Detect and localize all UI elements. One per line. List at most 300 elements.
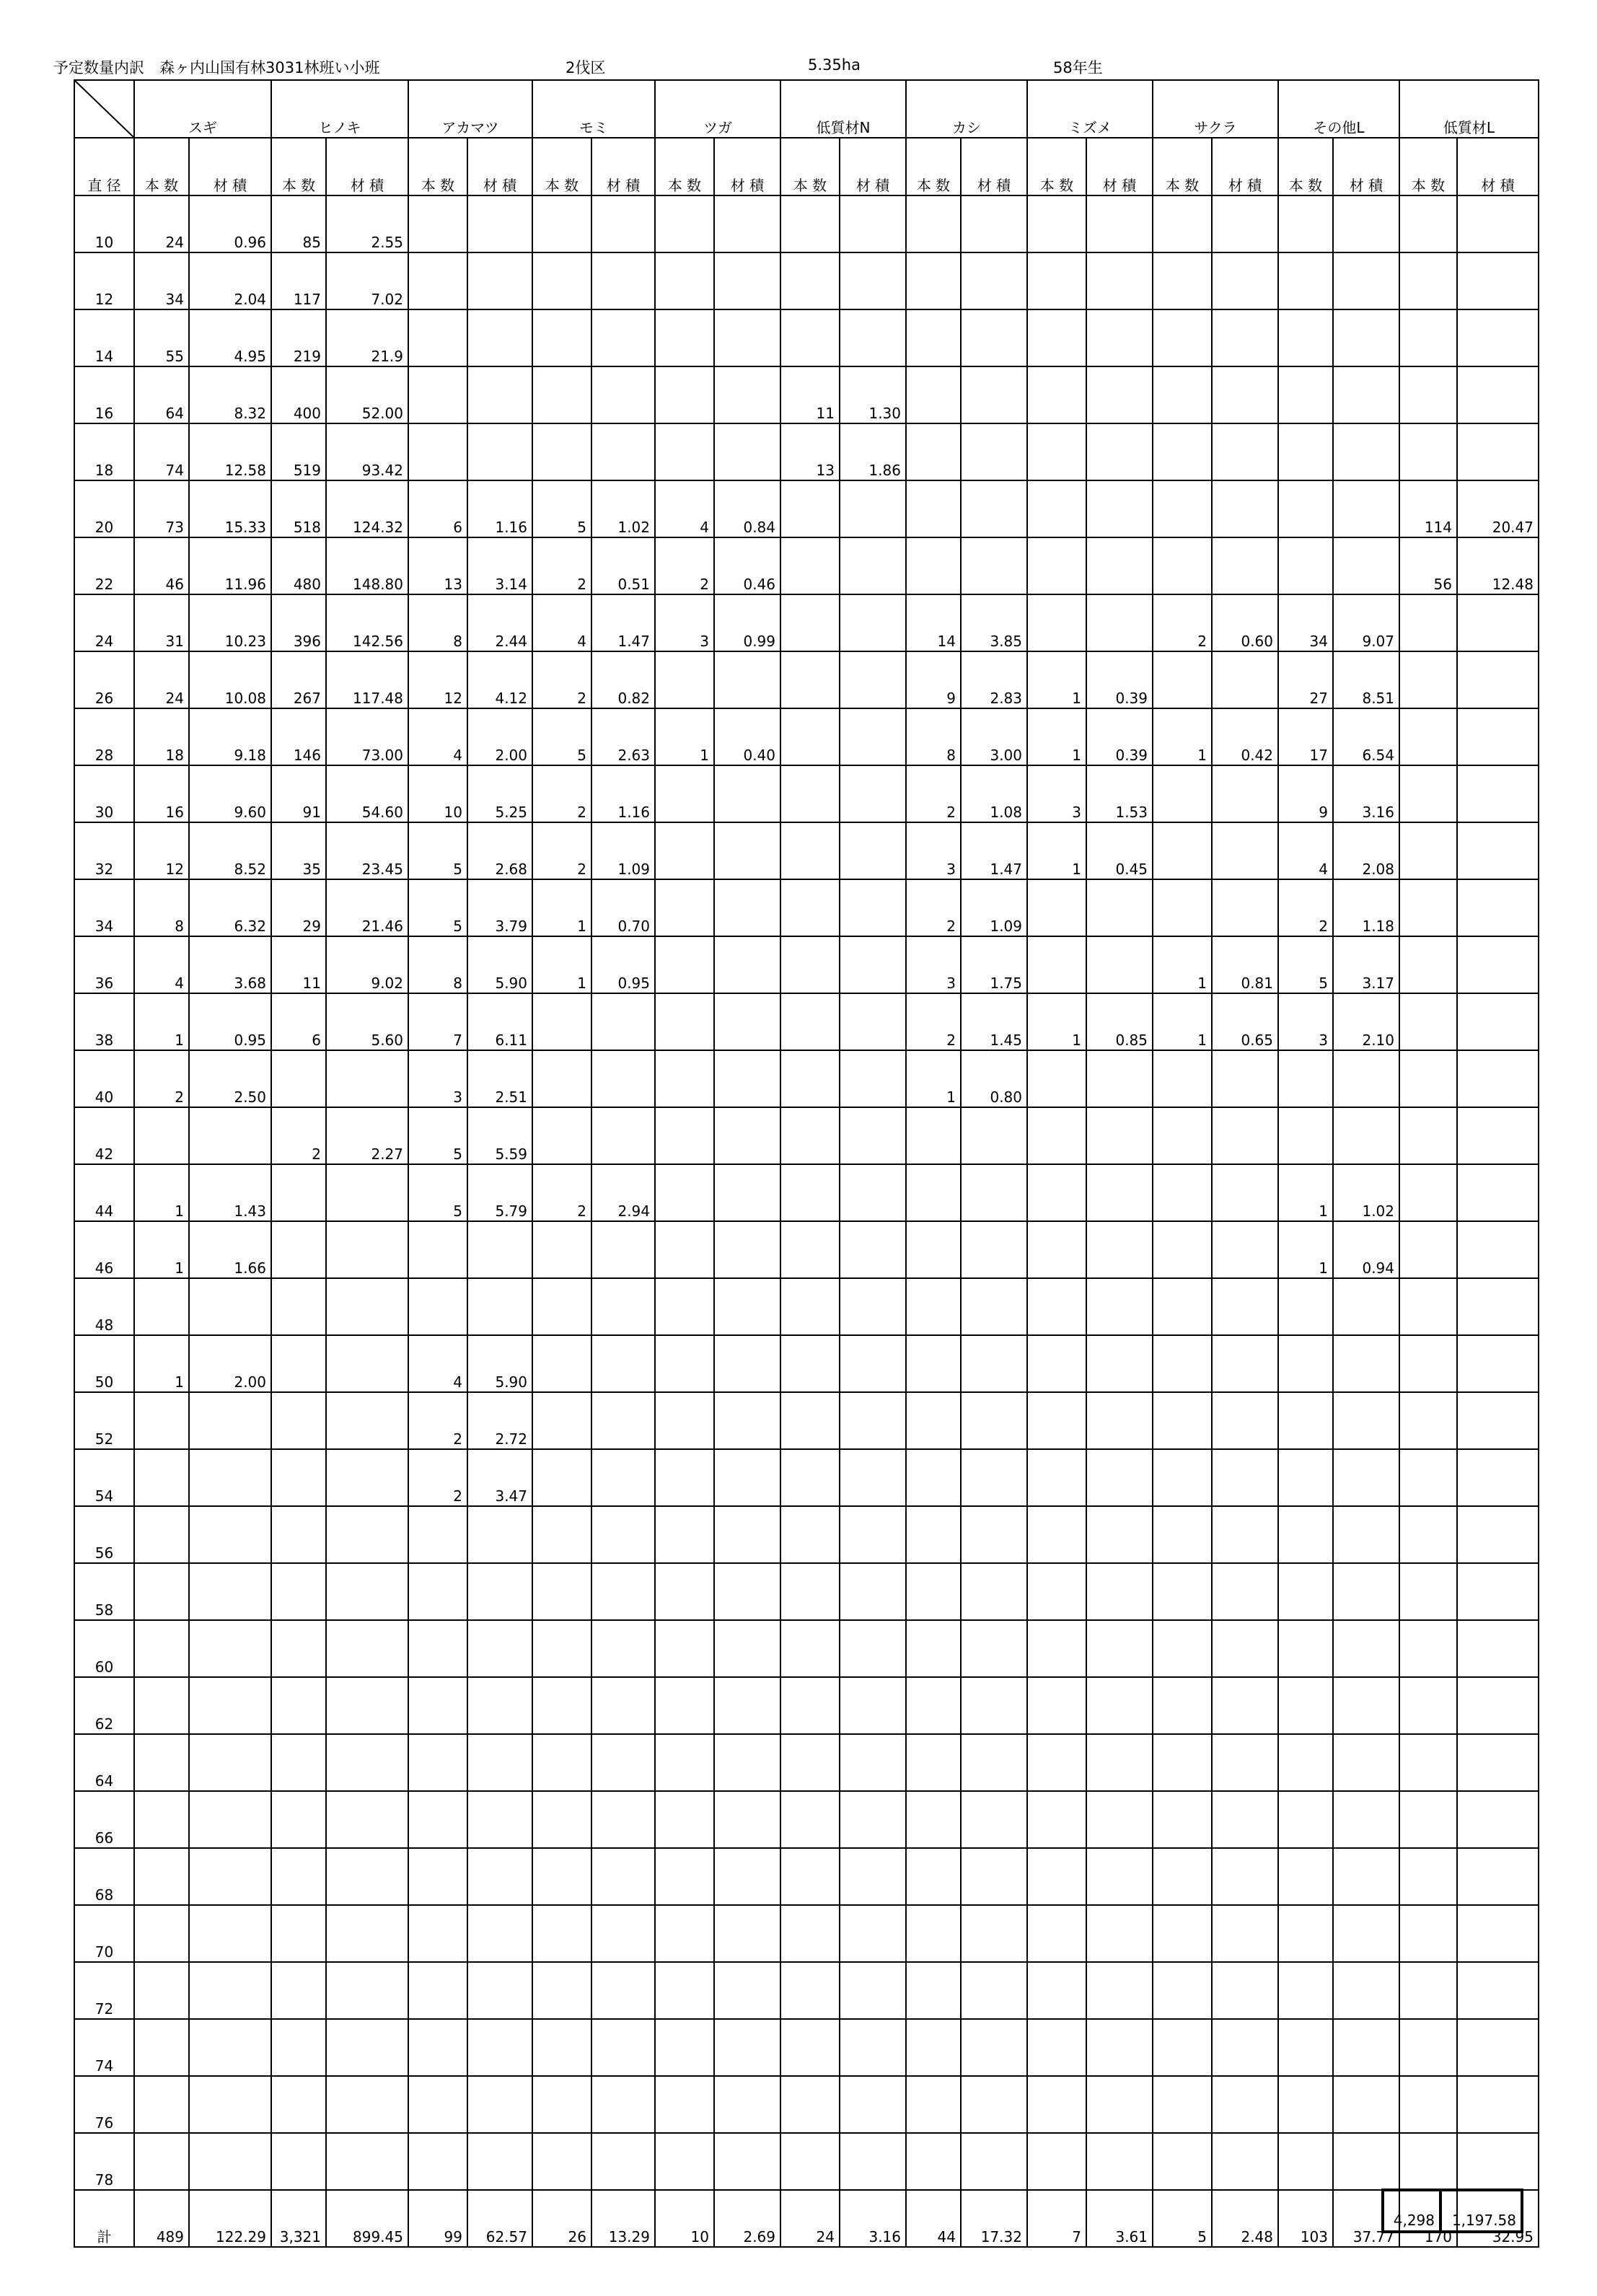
volume-cell <box>1457 366 1539 423</box>
volume-cell <box>1457 1734 1539 1791</box>
diameter-header: 直 径 <box>74 138 134 195</box>
count-cell <box>906 252 961 309</box>
volume-cell <box>840 1107 906 1164</box>
volume-cell <box>326 1449 408 1506</box>
species-header: ミズメ <box>1027 80 1153 138</box>
volume-cell <box>467 1563 532 1620</box>
table-row <box>74 366 1539 423</box>
volume-cell: 12.48 <box>1457 537 1539 594</box>
volume-cell <box>961 2133 1027 2190</box>
volume-cell: 0.51 <box>591 537 655 594</box>
count-cell <box>655 1050 714 1107</box>
volume-cell <box>961 1677 1027 1734</box>
volume-cell <box>1212 1848 1278 1905</box>
count-cell: 5 <box>408 879 467 936</box>
volume-cell <box>1212 480 1278 537</box>
count-cell <box>532 1677 591 1734</box>
count-cell <box>1027 1107 1086 1164</box>
volume-cell <box>714 366 780 423</box>
volume-cell <box>591 423 655 480</box>
volume-cell: 2.50 <box>189 1050 271 1107</box>
volume-cell: 0.85 <box>1086 993 1153 1050</box>
count-header: 本 数 <box>271 138 326 195</box>
volume-cell <box>840 1791 906 1848</box>
volume-cell <box>1457 2019 1539 2076</box>
volume-cell <box>714 1164 780 1221</box>
count-cell <box>1027 936 1086 993</box>
count-cell <box>906 1221 961 1278</box>
count-cell <box>408 2133 467 2190</box>
volume-cell: 6.32 <box>189 879 271 936</box>
volume-cell: 3.79 <box>467 879 532 936</box>
volume-cell: 1.47 <box>591 594 655 651</box>
count-cell <box>1153 822 1212 879</box>
volume-cell: 0.60 <box>1212 594 1278 651</box>
volume-cell <box>1086 1962 1153 2019</box>
volume-cell <box>189 2133 271 2190</box>
count-cell <box>1399 1620 1457 1677</box>
count-cell <box>1027 1563 1086 1620</box>
count-cell <box>408 1620 467 1677</box>
species-header: アカマツ <box>408 80 532 138</box>
volume-cell <box>1212 1392 1278 1449</box>
volume-cell <box>1212 1050 1278 1107</box>
volume-cell <box>714 1791 780 1848</box>
count-cell <box>1399 309 1457 366</box>
volume-cell: 142.56 <box>326 594 408 651</box>
count-cell <box>906 1164 961 1221</box>
count-cell <box>271 1050 326 1107</box>
volume-cell <box>591 2133 655 2190</box>
count-cell: 1 <box>1153 708 1212 765</box>
volume-cell <box>1457 2133 1539 2190</box>
volume-cell: 0.39 <box>1086 708 1153 765</box>
volume-cell: 0.80 <box>961 1050 1027 1107</box>
volume-cell <box>1333 1848 1399 1905</box>
count-cell <box>1399 1449 1457 1506</box>
volume-cell <box>326 2076 408 2133</box>
diameter-cell: 62 <box>74 1677 134 1734</box>
count-cell: 2 <box>532 1164 591 1221</box>
volume-cell <box>1457 765 1539 822</box>
volume-cell <box>1333 1905 1399 1962</box>
count-cell <box>1027 1905 1086 1962</box>
volume-cell <box>1212 1962 1278 2019</box>
volume-header: 材 積 <box>591 138 655 195</box>
count-cell <box>1027 1506 1086 1563</box>
count-cell: 1 <box>134 1221 189 1278</box>
volume-cell <box>1333 1734 1399 1791</box>
volume-cell <box>591 1107 655 1164</box>
volume-cell <box>961 1563 1027 1620</box>
count-cell <box>1278 1449 1333 1506</box>
species-header: その他L <box>1278 80 1399 138</box>
count-cell <box>1399 879 1457 936</box>
volume-cell <box>1333 1962 1399 2019</box>
volume-cell <box>961 1734 1027 1791</box>
volume-cell <box>467 1221 532 1278</box>
count-cell: 2 <box>906 765 961 822</box>
volume-cell <box>1457 594 1539 651</box>
volume-cell: 3.17 <box>1333 936 1399 993</box>
species-header: モミ <box>532 80 655 138</box>
volume-cell: 20.47 <box>1457 480 1539 537</box>
count-cell <box>780 1506 840 1563</box>
volume-cell <box>467 366 532 423</box>
volume-cell <box>189 2019 271 2076</box>
table-row <box>74 1677 1539 1734</box>
count-cell <box>906 2019 961 2076</box>
volume-cell <box>1333 309 1399 366</box>
volume-cell <box>1086 1563 1153 1620</box>
volume-cell: 12.58 <box>189 423 271 480</box>
volume-cell <box>1333 537 1399 594</box>
volume-cell <box>961 537 1027 594</box>
total-volume-cell: 13.29 <box>591 2190 655 2247</box>
volume-cell <box>1212 1164 1278 1221</box>
volume-cell <box>1212 1905 1278 1962</box>
count-cell: 16 <box>134 765 189 822</box>
diameter-cell: 16 <box>74 366 134 423</box>
count-cell <box>655 1734 714 1791</box>
total-volume-cell: 17.32 <box>961 2190 1027 2247</box>
volume-cell <box>1086 879 1153 936</box>
volume-cell <box>1212 1563 1278 1620</box>
volume-cell <box>1212 1677 1278 1734</box>
count-cell: 6 <box>271 993 326 1050</box>
volume-cell <box>591 1278 655 1335</box>
count-cell <box>1027 423 1086 480</box>
count-cell <box>532 1848 591 1905</box>
count-cell <box>1278 2133 1333 2190</box>
count-cell <box>271 1164 326 1221</box>
count-cell: 480 <box>271 537 326 594</box>
diameter-cell: 54 <box>74 1449 134 1506</box>
table-row <box>74 1221 1539 1278</box>
volume-cell <box>714 651 780 708</box>
count-cell: 8 <box>408 936 467 993</box>
volume-cell: 5.25 <box>467 765 532 822</box>
count-cell <box>780 309 840 366</box>
count-cell: 13 <box>408 537 467 594</box>
count-cell <box>655 1620 714 1677</box>
volume-cell <box>326 1620 408 1677</box>
volume-cell: 23.45 <box>326 822 408 879</box>
diameter-cell: 10 <box>74 195 134 252</box>
count-cell: 4 <box>655 480 714 537</box>
count-cell <box>906 1335 961 1392</box>
volume-cell <box>840 993 906 1050</box>
count-cell <box>1027 1335 1086 1392</box>
volume-cell <box>189 1677 271 1734</box>
count-cell: 9 <box>906 651 961 708</box>
count-cell <box>1278 1392 1333 1449</box>
volume-cell <box>326 1962 408 2019</box>
table-row <box>74 1107 1539 1164</box>
volume-cell <box>840 2133 906 2190</box>
volume-cell <box>326 1848 408 1905</box>
volume-cell <box>591 2019 655 2076</box>
volume-cell: 7.02 <box>326 252 408 309</box>
volume-cell <box>840 1962 906 2019</box>
volume-cell <box>1212 2133 1278 2190</box>
volume-cell <box>840 1335 906 1392</box>
volume-header: 材 積 <box>1457 138 1539 195</box>
volume-cell <box>326 1506 408 1563</box>
volume-cell <box>840 1905 906 1962</box>
volume-cell <box>1457 1392 1539 1449</box>
count-cell <box>906 1791 961 1848</box>
count-cell <box>532 2019 591 2076</box>
diameter-cell: 72 <box>74 1962 134 2019</box>
diameter-cell: 66 <box>74 1791 134 1848</box>
count-cell <box>1153 1335 1212 1392</box>
volume-cell: 10.23 <box>189 594 271 651</box>
volume-cell <box>189 1848 271 1905</box>
volume-cell <box>1086 1392 1153 1449</box>
volume-cell <box>961 1506 1027 1563</box>
table-row <box>74 480 1539 537</box>
volume-cell <box>326 1392 408 1449</box>
count-cell <box>780 1905 840 1962</box>
count-cell: 7 <box>408 993 467 1050</box>
volume-cell <box>1333 1335 1399 1392</box>
count-cell <box>1278 1278 1333 1335</box>
volume-cell <box>1086 2133 1153 2190</box>
volume-cell <box>467 2019 532 2076</box>
count-cell <box>1027 195 1086 252</box>
volume-cell <box>1333 1449 1399 1506</box>
volume-header: 材 積 <box>189 138 271 195</box>
count-cell <box>1027 1962 1086 2019</box>
count-cell <box>1153 423 1212 480</box>
count-cell <box>1399 2076 1457 2133</box>
volume-cell <box>961 195 1027 252</box>
volume-cell <box>1086 1278 1153 1335</box>
volume-cell <box>961 480 1027 537</box>
volume-cell: 148.80 <box>326 537 408 594</box>
volume-cell <box>714 822 780 879</box>
count-cell <box>655 1107 714 1164</box>
volume-cell <box>1212 1335 1278 1392</box>
table-row <box>74 423 1539 480</box>
count-cell <box>532 1221 591 1278</box>
table-row <box>74 1734 1539 1791</box>
count-cell <box>271 1278 326 1335</box>
volume-cell <box>467 1848 532 1905</box>
volume-cell <box>1457 708 1539 765</box>
volume-cell <box>961 2076 1027 2133</box>
volume-cell <box>961 1164 1027 1221</box>
count-cell <box>1027 2019 1086 2076</box>
count-cell: 35 <box>271 822 326 879</box>
table-row <box>74 2133 1539 2190</box>
volume-cell: 3.68 <box>189 936 271 993</box>
volume-cell <box>840 2019 906 2076</box>
count-cell <box>655 423 714 480</box>
count-cell <box>655 1962 714 2019</box>
volume-cell: 3.14 <box>467 537 532 594</box>
volume-cell <box>591 993 655 1050</box>
volume-cell <box>1333 1392 1399 1449</box>
volume-cell <box>1086 1506 1153 1563</box>
count-cell <box>1153 1392 1212 1449</box>
volume-cell <box>1457 993 1539 1050</box>
count-cell: 1 <box>532 879 591 936</box>
volume-cell: 8.51 <box>1333 651 1399 708</box>
count-cell <box>655 1563 714 1620</box>
count-cell <box>906 2133 961 2190</box>
count-cell <box>780 1278 840 1335</box>
count-cell <box>780 1791 840 1848</box>
species-header: スギ <box>134 80 271 138</box>
count-cell: 13 <box>780 423 840 480</box>
count-cell <box>408 252 467 309</box>
volume-cell: 0.65 <box>1212 993 1278 1050</box>
count-cell <box>906 366 961 423</box>
grand-total-box <box>1381 2189 1523 2233</box>
count-cell <box>408 2019 467 2076</box>
count-cell <box>780 1449 840 1506</box>
volume-cell <box>961 1791 1027 1848</box>
volume-cell <box>714 936 780 993</box>
volume-cell <box>961 252 1027 309</box>
count-cell <box>1027 309 1086 366</box>
count-cell: 24 <box>134 651 189 708</box>
volume-cell <box>326 1791 408 1848</box>
total-volume-cell: 2.48 <box>1212 2190 1278 2247</box>
volume-cell: 2.83 <box>961 651 1027 708</box>
volume-cell <box>714 423 780 480</box>
diameter-cell: 52 <box>74 1392 134 1449</box>
count-cell <box>1399 1563 1457 1620</box>
volume-cell <box>591 2076 655 2133</box>
diameter-cell: 60 <box>74 1620 134 1677</box>
diameter-cell: 18 <box>74 423 134 480</box>
total-volume-cell: 3.61 <box>1086 2190 1153 2247</box>
volume-header: 材 積 <box>467 138 532 195</box>
volume-cell: 0.95 <box>591 936 655 993</box>
volume-cell <box>840 1563 906 1620</box>
count-cell: 2 <box>1278 879 1333 936</box>
count-cell <box>1399 1734 1457 1791</box>
count-cell <box>655 2133 714 2190</box>
count-cell <box>780 594 840 651</box>
count-cell <box>532 309 591 366</box>
count-cell: 8 <box>134 879 189 936</box>
count-cell <box>1027 252 1086 309</box>
volume-cell: 0.40 <box>714 708 780 765</box>
count-cell <box>1399 708 1457 765</box>
count-cell <box>532 1620 591 1677</box>
volume-cell <box>714 309 780 366</box>
count-cell <box>1153 1107 1212 1164</box>
volume-cell <box>326 1335 408 1392</box>
count-cell: 2 <box>655 537 714 594</box>
volume-cell: 1.02 <box>1333 1164 1399 1221</box>
count-cell <box>1399 1677 1457 1734</box>
count-cell <box>906 1905 961 1962</box>
count-cell: 1 <box>1153 936 1212 993</box>
count-cell <box>1278 1962 1333 2019</box>
count-cell: 4 <box>408 1335 467 1392</box>
volume-cell <box>714 1563 780 1620</box>
volume-cell <box>189 1734 271 1791</box>
count-cell <box>408 1506 467 1563</box>
count-cell <box>532 1563 591 1620</box>
count-cell <box>271 1335 326 1392</box>
count-cell <box>1153 1449 1212 1506</box>
volume-cell <box>1086 537 1153 594</box>
count-cell <box>1153 309 1212 366</box>
volume-cell <box>961 309 1027 366</box>
count-cell: 400 <box>271 366 326 423</box>
table-row <box>74 2076 1539 2133</box>
volume-cell <box>1086 252 1153 309</box>
count-cell <box>655 1278 714 1335</box>
count-cell <box>1153 651 1212 708</box>
volume-cell <box>189 1791 271 1848</box>
count-cell <box>906 1392 961 1449</box>
count-cell <box>1153 1848 1212 1905</box>
volume-cell <box>1457 1962 1539 2019</box>
volume-header: 材 積 <box>714 138 780 195</box>
count-cell <box>655 1221 714 1278</box>
count-cell <box>1153 252 1212 309</box>
volume-cell <box>591 252 655 309</box>
volume-cell: 9.18 <box>189 708 271 765</box>
diameter-cell: 50 <box>74 1335 134 1392</box>
volume-cell: 1.86 <box>840 423 906 480</box>
volume-cell <box>1457 1677 1539 1734</box>
volume-cell <box>1086 1107 1153 1164</box>
volume-cell: 1.45 <box>961 993 1027 1050</box>
total-volume-cell: 122.29 <box>189 2190 271 2247</box>
count-cell <box>271 1791 326 1848</box>
count-cell <box>408 309 467 366</box>
volume-cell: 8.32 <box>189 366 271 423</box>
volume-cell <box>714 1620 780 1677</box>
count-cell <box>532 993 591 1050</box>
diameter-cell: 20 <box>74 480 134 537</box>
volume-cell <box>467 1905 532 1962</box>
count-cell <box>532 1449 591 1506</box>
volume-cell: 3.85 <box>961 594 1027 651</box>
volume-cell <box>840 1677 906 1734</box>
count-cell <box>1153 195 1212 252</box>
count-cell <box>780 1392 840 1449</box>
count-cell <box>1399 252 1457 309</box>
table-row <box>74 879 1539 936</box>
count-cell <box>1278 1848 1333 1905</box>
count-cell <box>1399 1107 1457 1164</box>
volume-cell <box>467 1278 532 1335</box>
volume-cell <box>591 1335 655 1392</box>
volume-cell <box>326 1734 408 1791</box>
volume-cell <box>1086 1221 1153 1278</box>
diameter-cell: 68 <box>74 1848 134 1905</box>
volume-cell <box>1086 1848 1153 1905</box>
count-cell: 4 <box>1278 822 1333 879</box>
volume-cell <box>961 1905 1027 1962</box>
count-cell <box>532 1278 591 1335</box>
diameter-cell: 36 <box>74 936 134 993</box>
count-cell <box>408 1848 467 1905</box>
count-cell: 1 <box>1278 1221 1333 1278</box>
volume-cell: 9.02 <box>326 936 408 993</box>
count-cell <box>1399 1278 1457 1335</box>
volume-breakdown-table <box>74 79 1539 2248</box>
